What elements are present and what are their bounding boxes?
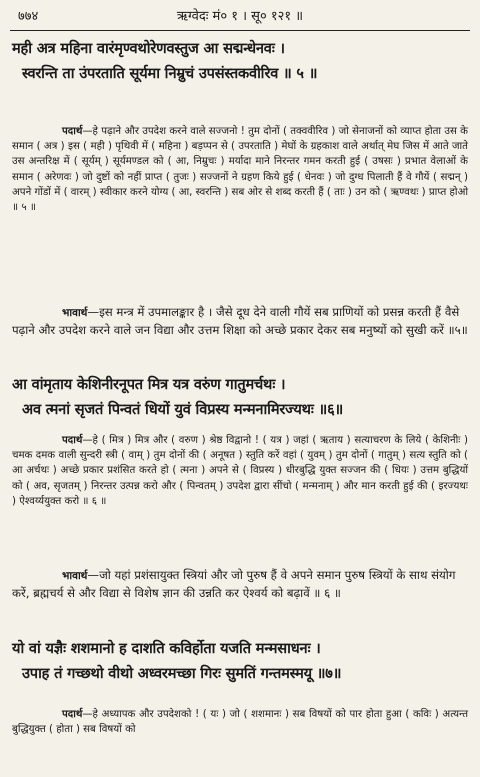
section-label: भावार्थ <box>62 307 88 319</box>
verse-6 <box>12 372 468 422</box>
section-text: —हे अध्यापक और उपदेशको ! ( यः ) जो ( शशमानः ) सब विषयों को पार होता हुआ ( कविः ) अत्यन्त बुद्धियुक्त ( होता ) सब विषयों को <box>12 709 468 736</box>
section-text: —जो यहां प्रशंसायुक्त स्त्रियां और जो पुरुष हैं वे अपने समान पुरुष स्त्रियों के साथ संयोग करें, ब्रह्मचर्य से और विद्या से विशेष ज्ञान की उन्नति कर ऐश्वर्य को बढ़ावें ॥ ६ ॥ <box>12 568 456 600</box>
section-label: पदार्थ <box>62 709 83 720</box>
verse-line: अव त्मनां सृजतं पिन्वतं धियों युवं विप्रस्य मन्मनामिरज्यथः ॥६॥ <box>22 401 344 418</box>
bhavartha-6 <box>12 567 468 602</box>
verse-5 <box>12 36 468 86</box>
section-text: —हे ( मित्र ) मित्र और ( वरुण ) श्रेष्ठ विद्वानो ! ( यत्र ) जहां ( ऋताय ) सत्याचरण के लिये ( केशिनीः ) चमक दमक वाली सुन्दरी स्त्री ( वाम् ) तुम दोनों की ( अनूषत ) स्तुति करें वहां ( युवम् ) तुम दोनों ( गातुम् ) सत्य स्तुति को ( आ अर्चथः ) अच्छे प्रकार प्रशंसित करते हो ( त्मना ) अपने से ( विप्रस्य ) धीरबुद्धि युक्त सज्जन की ( धियः ) उत्तम बुद्धियों को ( अव, सृजतम् ) निरन्तर उत्पन्न करो और ( पिन्वतम् ) उपदेश द्वारा सींचो ( मन्मनाम् ) और मान करती हुई की ( इरज्यथः ) ऐश्वर्य्ययुक्त करो ॥ ६ ॥ <box>12 435 468 507</box>
verse-line: आ वांमृताय केशिनीरनूपत मित्र यत्र वरुंण गातुमर्चथः । <box>12 376 286 393</box>
running-title: ऋग्वेदः मं० १ । सू० १२१ ॥ <box>176 9 304 24</box>
verse-line: स्वरन्ति ता उंपरताति सूर्यमा निम्रुचं उपसंस्तकवीरिव ॥ ५ ॥ <box>22 65 318 82</box>
verse-line: यो वां यज्ञैः शशमानो ह दाशति कविर्होता यजति मन्मसाधनः । <box>12 640 321 657</box>
padartha-5 <box>12 124 468 215</box>
section-text: —हे पढ़ाने और उपदेश करने वाले सज्जनो ! तुम दोनों ( तक्ववीरिव ) जो सेनाजनों को व्याप्त होता उस के समान ( अत्र ) इस ( मही ) पृथिवी में ( महिना ) बड़प्पन से ( उपरताति ) मेघों के ग्रहकाश वाले अर्थात् मेघ जिस में आते जाते उस अन्तरिक्ष में ( सूर्यम् ) सूर्यमण्डल को ( आ, निम्रुचः ) मर्यादा माने निरन्तर गमन करती हुई ( उषसः ) प्रभात वेलाओं के समान ( अरेणवः ) जो दुष्टों को नहीं प्राप्त ( तुजः ) सज्जनों ने ग्रहण किये हुई ( धेनवः ) जो दुग्ध पिलाती हैं वे गौयें ( सद्मन् ) अपने गोंडों में ( वारम् ) स्वीकार करने योग्य ( आ, स्वरन्ति ) सब ओर से शब्द करती हैं ( ताः ) उन को ( ऋण्वथः ) प्राप्त होओ ॥ ५ ॥ <box>12 126 468 214</box>
header-rule <box>10 30 470 31</box>
page-header <box>8 6 472 28</box>
verse-7 <box>12 636 468 686</box>
section-label: पदार्थ <box>62 435 83 446</box>
padartha-6 <box>12 433 468 509</box>
verse-line: मही अत्र महिना वारंमृण्वथोरेणवस्तुज आ सद्मन्धेनवः । <box>12 40 285 57</box>
section-label: भावार्थ <box>62 570 88 582</box>
section-label: पदार्थ <box>62 126 83 137</box>
bhavartha-5 <box>12 304 468 339</box>
section-text: —इस मन्त्र में उपमालङ्कार है । जैसे दूध देने वाली गौयें सब प्राणियों को प्रसन्न करती हैं वैसे पढ़ाने और उपदेश करने वाले जन विद्या और उत्तम शिक्षा को अच्छे प्रकार देकर सब मनुष्यों को सुखी करें ॥५॥ <box>12 305 468 337</box>
page-number: ७७४ <box>18 9 39 24</box>
verse-line: उपाह तं गच्छथो वीथो अध्वरमच्छा गिरः सुमतिं गन्तमस्मयू ॥७॥ <box>22 665 342 682</box>
padartha-7 <box>12 707 468 737</box>
